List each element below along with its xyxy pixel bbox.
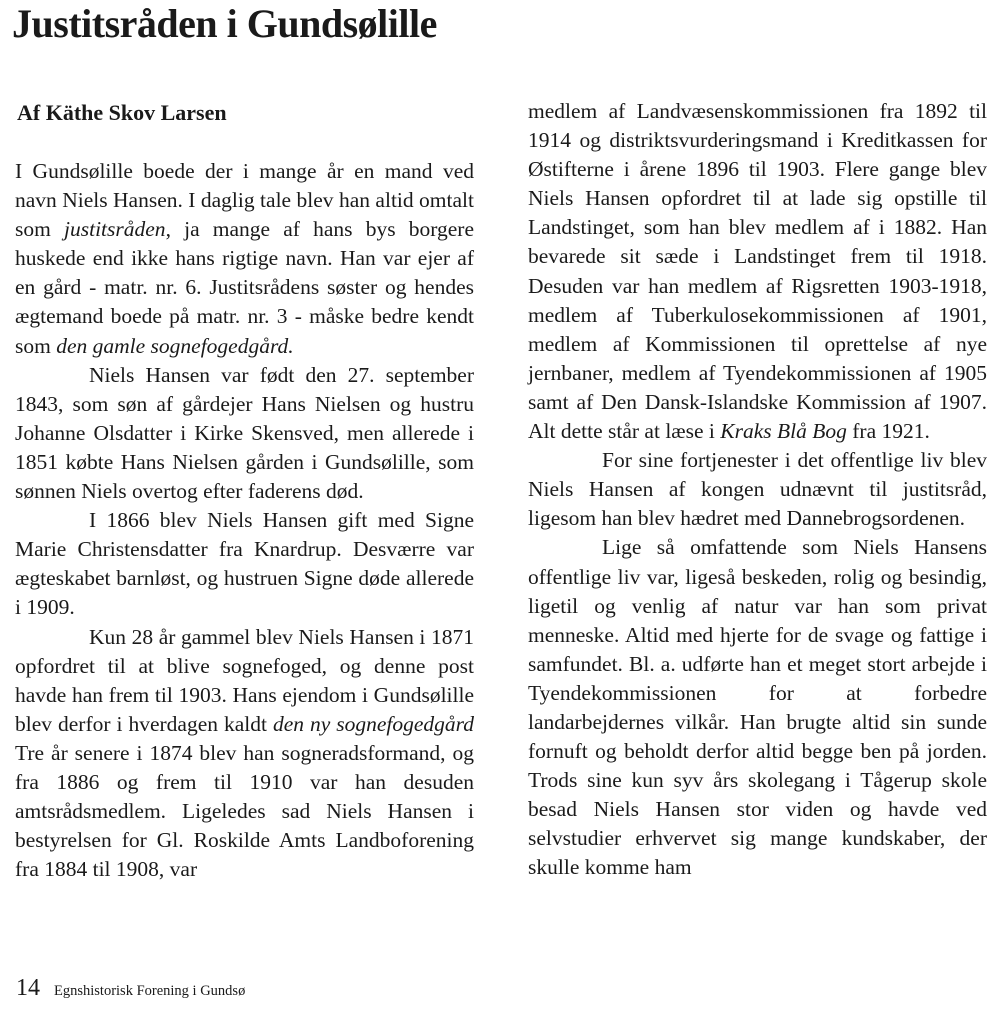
- paragraph: [15, 506, 474, 622]
- paragraph: [528, 97, 987, 446]
- text-run: medlem af Landvæsenskommissionen fra 1892 til 1914 og distriktsvurderingsmand i Kreditkassen for Østifterne i årene 1896 til 1903. Flere gange blev Niels Hansen opfordret til at lade sig opstille til Landstinget, som han blev medlem af i 1882. Han bevarede sit sæde i Landstinget frem til 1918. Desuden var han medlem af Rigsretten 1903-1918, medlem af Tuberkulosekommissionen af 1901, medlem af Kommissionen til oprettelse af nye jernbaner, medlem af Tyendekommissionen af 1905 samt af Den Dansk-Islandske Kommission af 1907. Alt dette står at læse i: [528, 99, 987, 444]
- text-run: I Gundsølille boede der i mange år en mand ved navn Niels Hansen. I daglig tale blev han altid omtalt som: [15, 159, 474, 242]
- paragraph: [528, 533, 987, 882]
- italic-text: den gamle sognefogedgård.: [56, 333, 294, 358]
- page-footer: [16, 973, 245, 1006]
- article-author: Af Käthe Skov Larsen: [17, 100, 227, 125]
- text-run: Niels Hansen var født den 27. september 1843, som søn af gårdejer Hans Nielsen og hustru Johanne Olsdatter i Kirke Skensved, men allerede i 1851 købte Hans Nielsen gården i Gundsølille, som sønnen Niels overtog efter faderens død.: [15, 362, 474, 504]
- italic-text: justitsråden: [64, 217, 166, 242]
- publication-name: Egnshistorisk Forening i Gundsø: [54, 983, 246, 999]
- text-run: Kun 28 år gammel blev Niels Hansen i 1871 opfordret til at blive sognefoged, og denne post havde han frem til 1903. Hans ejendom i Gundsølille blev derfor i hverdagen kaldt: [15, 624, 474, 736]
- paragraph: [15, 157, 474, 361]
- text-run: , ja mange af hans bys borgere huskede end ikke hans rigtige navn. Han var ejer af en gård - matr. nr. 6. Justitsrådens søster og hendes ægtemand boede på matr. nr. 3 - måske bedre kendt som: [15, 217, 474, 358]
- paragraph: [15, 623, 474, 885]
- paragraph: [528, 446, 987, 533]
- right-text-column: [528, 97, 987, 883]
- italic-text: Kraks Blå Bog: [720, 419, 847, 444]
- text-run: fra 1921.: [846, 419, 930, 444]
- page-number: 14: [16, 975, 40, 1001]
- text-run: Lige så omfattende som Niels Hansens offentlige liv var, ligeså beskeden, rolig og besindig, ligetil og venlig af natur var han som privat menneske. Altid med hjerte for de svage og fattige i samfundet. Bl. a. udførte han et meget stort arbejde i Tyendekommissionen for at forbedre landarbejdernes vilkår. Han brugte altid sin sunde fornuft og beholdt derfor altid begge ben på jorden. Trods sine kun syv års skolegang i Tågerup skole besad Niels Hansen stor viden og havde ved selvstudier erhvervet sig mange kundskaber, der skulle komme ham: [528, 535, 987, 880]
- left-text-column: [15, 157, 474, 884]
- italic-text: den ny sognefogedgård: [272, 711, 474, 736]
- text-run: I 1866 blev Niels Hansen gift med Signe Marie Christensdatter fra Knardrup. Desværre var ægteskabet barnløst, og hustruen Signe døde allerede i 1909.: [15, 508, 474, 620]
- article-title: Justitsråden i Gundsølille: [12, 1, 437, 46]
- text-run: For sine fortjenester i det offentlige liv blev Niels Hansen af kongen udnævnt til justitsråd, ligesom han blev hædret med Dannebrogsordenen.: [528, 448, 987, 531]
- text-run: Tre år senere i 1874 blev han sogneradsformand, og fra 1886 og frem til 1910 var han desuden amtsrådsmedlem. Ligeledes sad Niels Hansen i bestyrelsen for Gl. Roskilde Amts Landboforening fra 1884 til 1908, var: [15, 740, 474, 882]
- paragraph: [15, 361, 474, 506]
